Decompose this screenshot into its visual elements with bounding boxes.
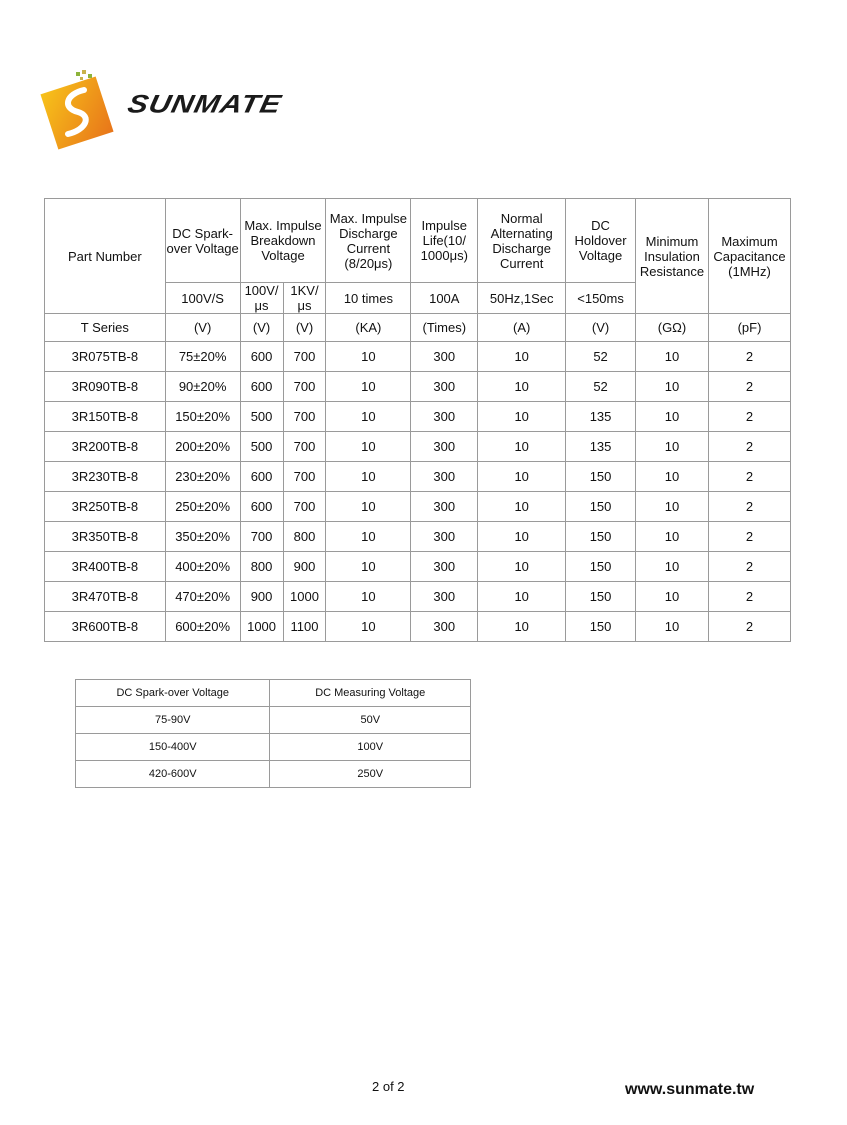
table-row <box>45 522 791 552</box>
cell-normal-ac: 10 <box>478 462 566 492</box>
cell-normal-ac: 10 <box>478 402 566 432</box>
cell-discharge: 10 <box>326 372 411 402</box>
cell-dc-holdover: 150 <box>566 552 636 582</box>
cell-breakdown-100v: 600 <box>240 372 283 402</box>
cell-impulse-life: 300 <box>411 552 478 582</box>
cell-discharge: 10 <box>326 462 411 492</box>
cell-breakdown-100v: 800 <box>240 552 283 582</box>
cell-measuring-voltage: 50V <box>270 707 471 734</box>
cell-impulse-life: 300 <box>411 462 478 492</box>
cell-breakdown-100v: 1000 <box>240 612 283 642</box>
cell-discharge: 10 <box>326 612 411 642</box>
cell-dc-holdover: 135 <box>566 432 636 462</box>
unit-min-insulation: (GΩ) <box>636 314 709 342</box>
cell-min-insulation: 10 <box>636 372 709 402</box>
specification-table <box>44 198 791 642</box>
unit-impulse-life: (Times) <box>411 314 478 342</box>
cond-dc-holdover: <150ms <box>566 283 636 314</box>
cell-min-insulation: 10 <box>636 522 709 552</box>
cell-impulse-life: 300 <box>411 372 478 402</box>
cell-dc-spark: 250±20% <box>165 492 240 522</box>
cell-breakdown-1kv: 700 <box>283 462 326 492</box>
cell-breakdown-100v: 600 <box>240 492 283 522</box>
cell-spark-range: 75-90V <box>76 707 270 734</box>
cell-part-number: 3R230TB-8 <box>45 462 166 492</box>
table-row <box>45 342 791 372</box>
cell-breakdown-1kv: 700 <box>283 432 326 462</box>
cell-dc-holdover: 52 <box>566 372 636 402</box>
measuring-voltage-table <box>75 679 471 788</box>
cell-normal-ac: 10 <box>478 522 566 552</box>
logo-mark-icon <box>40 68 130 158</box>
cell-min-insulation: 10 <box>636 432 709 462</box>
cell-part-number: 3R090TB-8 <box>45 372 166 402</box>
cell-max-capacitance: 2 <box>708 372 790 402</box>
cell-normal-ac: 10 <box>478 342 566 372</box>
cell-part-number: 3R400TB-8 <box>45 552 166 582</box>
table-row <box>45 612 791 642</box>
cell-impulse-life: 300 <box>411 612 478 642</box>
header-impulse-life: Impulse Life(10/ 1000μs) <box>411 199 478 283</box>
cell-normal-ac: 10 <box>478 582 566 612</box>
cell-max-capacitance: 2 <box>708 462 790 492</box>
cell-dc-holdover: 150 <box>566 522 636 552</box>
cell-breakdown-1kv: 1000 <box>283 582 326 612</box>
cell-breakdown-1kv: 900 <box>283 552 326 582</box>
cell-impulse-life: 300 <box>411 522 478 552</box>
cell-min-insulation: 10 <box>636 552 709 582</box>
website-url: www.sunmate.tw <box>625 1081 755 1098</box>
table-row <box>45 402 791 432</box>
unit-normal-ac: (A) <box>478 314 566 342</box>
cell-part-number: 3R075TB-8 <box>45 342 166 372</box>
cond-breakdown-100v: 100V/ μs <box>240 283 283 314</box>
cell-dc-spark: 90±20% <box>165 372 240 402</box>
unit-max-capacitance: (pF) <box>708 314 790 342</box>
cell-min-insulation: 10 <box>636 612 709 642</box>
cell-measuring-voltage: 250V <box>270 761 471 788</box>
cell-dc-spark: 350±20% <box>165 522 240 552</box>
cell-normal-ac: 10 <box>478 612 566 642</box>
brand-wordmark: SUNMATE <box>125 90 285 119</box>
cell-dc-spark: 75±20% <box>165 342 240 372</box>
cell-breakdown-1kv: 700 <box>283 342 326 372</box>
table-header-row <box>76 680 471 707</box>
cell-part-number: 3R470TB-8 <box>45 582 166 612</box>
cell-dc-holdover: 150 <box>566 492 636 522</box>
cell-breakdown-1kv: 700 <box>283 402 326 432</box>
cell-part-number: 3R600TB-8 <box>45 612 166 642</box>
header-dc-measuring-voltage: DC Measuring Voltage <box>270 680 471 707</box>
cell-max-capacitance: 2 <box>708 342 790 372</box>
cond-normal-ac: 50Hz,1Sec <box>478 283 566 314</box>
cell-part-number: 3R200TB-8 <box>45 432 166 462</box>
cell-dc-holdover: 150 <box>566 582 636 612</box>
page-number: 2 of 2 <box>372 1079 405 1094</box>
header-dc-spark-over-voltage: DC Spark-over Voltage <box>76 680 270 707</box>
cell-part-number: 3R250TB-8 <box>45 492 166 522</box>
cell-impulse-life: 300 <box>411 402 478 432</box>
cell-min-insulation: 10 <box>636 492 709 522</box>
cell-impulse-life: 300 <box>411 342 478 372</box>
header-max-impulse-breakdown: Max. Impulse Breakdown Voltage <box>240 199 326 283</box>
cell-normal-ac: 10 <box>478 372 566 402</box>
cell-measuring-voltage: 100V <box>270 734 471 761</box>
cell-dc-holdover: 52 <box>566 342 636 372</box>
table-row <box>76 707 471 734</box>
table-row <box>45 552 791 582</box>
table-row <box>45 462 791 492</box>
cell-dc-spark: 470±20% <box>165 582 240 612</box>
cell-dc-holdover: 150 <box>566 462 636 492</box>
cell-discharge: 10 <box>326 492 411 522</box>
cell-impulse-life: 300 <box>411 432 478 462</box>
cell-min-insulation: 10 <box>636 402 709 432</box>
cond-discharge: 10 times <box>326 283 411 314</box>
cell-breakdown-100v: 600 <box>240 462 283 492</box>
cell-dc-spark: 150±20% <box>165 402 240 432</box>
cell-breakdown-100v: 700 <box>240 522 283 552</box>
cell-breakdown-100v: 900 <box>240 582 283 612</box>
cell-breakdown-1kv: 700 <box>283 372 326 402</box>
header-max-impulse-discharge: Max. Impulse Discharge Current (8/20μs) <box>326 199 411 283</box>
table-row <box>45 372 791 402</box>
cell-breakdown-1kv: 1100 <box>283 612 326 642</box>
header-min-insulation: Minimum Insulation Resistance <box>636 199 709 314</box>
header-normal-ac-discharge: Normal Alternating Discharge Current <box>478 199 566 283</box>
cell-dc-holdover: 150 <box>566 612 636 642</box>
cell-breakdown-1kv: 800 <box>283 522 326 552</box>
cell-min-insulation: 10 <box>636 342 709 372</box>
table-row <box>76 734 471 761</box>
cell-discharge: 10 <box>326 432 411 462</box>
header-max-capacitance: Maximum Capacitance (1MHz) <box>708 199 790 314</box>
table-row <box>76 761 471 788</box>
cond-impulse-life: 100A <box>411 283 478 314</box>
unit-dc-spark: (V) <box>165 314 240 342</box>
cell-spark-range: 420-600V <box>76 761 270 788</box>
table-row <box>45 582 791 612</box>
cell-discharge: 10 <box>326 552 411 582</box>
cell-normal-ac: 10 <box>478 492 566 522</box>
cell-dc-spark: 600±20% <box>165 612 240 642</box>
cell-max-capacitance: 2 <box>708 402 790 432</box>
cell-impulse-life: 300 <box>411 582 478 612</box>
header-dc-spark-over: DC Spark-over Voltage <box>165 199 240 283</box>
cell-discharge: 10 <box>326 582 411 612</box>
unit-breakdown-1kv: (V) <box>283 314 326 342</box>
unit-breakdown-100v: (V) <box>240 314 283 342</box>
cell-max-capacitance: 2 <box>708 552 790 582</box>
cell-dc-holdover: 135 <box>566 402 636 432</box>
header-dc-holdover: DC Holdover Voltage <box>566 199 636 283</box>
cond-breakdown-1kv: 1KV/ μs <box>283 283 326 314</box>
cell-discharge: 10 <box>326 342 411 372</box>
cell-breakdown-100v: 500 <box>240 402 283 432</box>
cell-breakdown-100v: 500 <box>240 432 283 462</box>
cell-normal-ac: 10 <box>478 552 566 582</box>
cell-min-insulation: 10 <box>636 462 709 492</box>
cell-max-capacitance: 2 <box>708 522 790 552</box>
cell-discharge: 10 <box>326 522 411 552</box>
cell-breakdown-1kv: 700 <box>283 492 326 522</box>
cell-spark-range: 150-400V <box>76 734 270 761</box>
cell-dc-spark: 200±20% <box>165 432 240 462</box>
cell-max-capacitance: 2 <box>708 432 790 462</box>
cell-normal-ac: 10 <box>478 432 566 462</box>
cell-min-insulation: 10 <box>636 582 709 612</box>
cell-breakdown-100v: 600 <box>240 342 283 372</box>
brand-logo <box>40 68 310 158</box>
cond-dc-spark: 100V/S <box>165 283 240 314</box>
table-row <box>45 492 791 522</box>
cell-max-capacitance: 2 <box>708 492 790 522</box>
unit-dc-holdover: (V) <box>566 314 636 342</box>
unit-discharge: (KA) <box>326 314 411 342</box>
cell-discharge: 10 <box>326 402 411 432</box>
cell-max-capacitance: 2 <box>708 612 790 642</box>
cell-part-number: 3R350TB-8 <box>45 522 166 552</box>
cell-part-number: 3R150TB-8 <box>45 402 166 432</box>
unit-series: T Series <box>45 314 166 342</box>
header-part-number: Part Number <box>45 199 166 314</box>
cell-impulse-life: 300 <box>411 492 478 522</box>
table-row <box>45 432 791 462</box>
cell-max-capacitance: 2 <box>708 582 790 612</box>
cell-dc-spark: 230±20% <box>165 462 240 492</box>
cell-dc-spark: 400±20% <box>165 552 240 582</box>
